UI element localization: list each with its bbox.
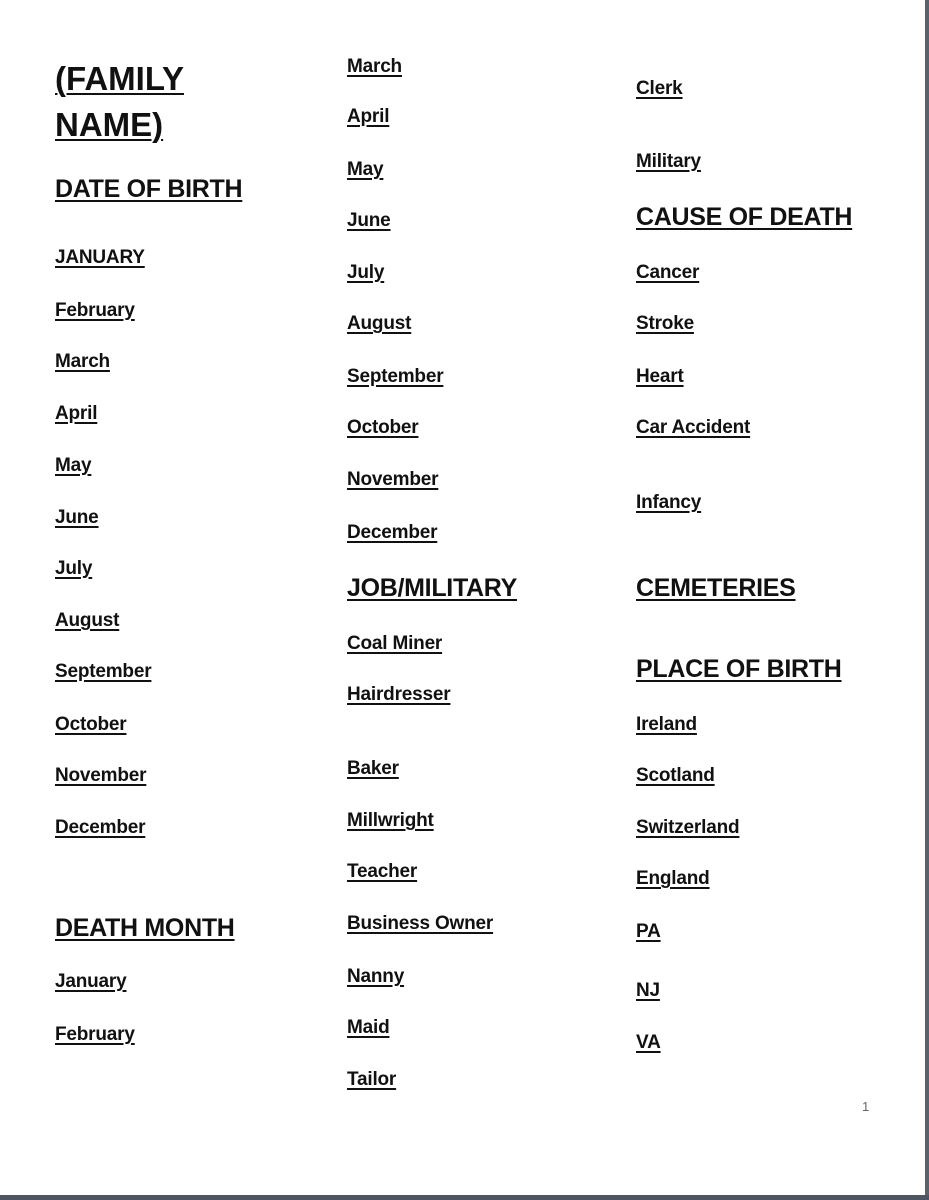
family-name-title-line1: (FAMILY — [55, 60, 184, 97]
job-link-millwright[interactable]: Millwright — [347, 810, 434, 831]
death-month-link-february[interactable]: February — [55, 1024, 135, 1045]
cause-link-infancy[interactable]: Infancy — [636, 492, 702, 513]
dob-link-september[interactable]: September — [55, 661, 152, 682]
dob-link-february[interactable]: February — [55, 300, 135, 321]
cause-link-car-accident[interactable]: Car Accident — [636, 417, 751, 438]
dob-link-march[interactable]: March — [55, 351, 110, 372]
dob-link-may[interactable]: May — [55, 455, 92, 476]
death-month-link-july[interactable]: July — [347, 262, 385, 283]
dob-link-november[interactable]: November — [55, 765, 147, 786]
pob-link-ireland[interactable]: Ireland — [636, 714, 697, 735]
job-link-teacher[interactable]: Teacher — [347, 861, 418, 882]
dob-link-december[interactable]: December — [55, 817, 146, 838]
cause-link-heart[interactable]: Heart — [636, 366, 684, 387]
dob-link-july[interactable]: July — [55, 558, 93, 579]
pob-link-scotland[interactable]: Scotland — [636, 765, 715, 786]
pob-link-switzerland[interactable]: Switzerland — [636, 817, 740, 838]
death-month-link-january[interactable]: January — [55, 971, 127, 992]
pob-link-england[interactable]: England — [636, 868, 710, 889]
cause-link-cancer[interactable]: Cancer — [636, 262, 700, 283]
job-military-heading: JOB/MILITARY — [347, 574, 518, 602]
job-link-tailor[interactable]: Tailor — [347, 1069, 397, 1090]
date-of-birth-heading: DATE OF BIRTH — [55, 175, 243, 203]
dob-link-january[interactable]: JANUARY — [55, 247, 145, 268]
pob-link-pa[interactable]: PA — [636, 921, 661, 942]
death-month-link-march[interactable]: March — [347, 56, 402, 77]
death-month-link-september[interactable]: September — [347, 366, 444, 387]
job-link-military[interactable]: Military — [636, 151, 701, 172]
pob-link-va[interactable]: VA — [636, 1032, 661, 1053]
dob-link-october[interactable]: October — [55, 714, 127, 735]
job-link-baker[interactable]: Baker — [347, 758, 399, 779]
cemeteries-heading[interactable]: CEMETERIES — [636, 574, 796, 602]
job-link-business-owner[interactable]: Business Owner — [347, 913, 494, 934]
page-right-edge — [925, 0, 929, 1200]
job-link-coal-miner[interactable]: Coal Miner — [347, 633, 443, 654]
page-number: 1 — [862, 1099, 870, 1114]
death-month-link-june[interactable]: June — [347, 210, 391, 231]
death-month-link-december[interactable]: December — [347, 522, 438, 543]
place-of-birth-heading: PLACE OF BIRTH — [636, 655, 842, 683]
death-month-link-april[interactable]: April — [347, 106, 390, 127]
death-month-link-october[interactable]: October — [347, 417, 419, 438]
pob-link-nj[interactable]: NJ — [636, 980, 660, 1001]
job-link-clerk[interactable]: Clerk — [636, 78, 683, 99]
job-link-nanny[interactable]: Nanny — [347, 966, 405, 987]
page-bottom-edge — [0, 1195, 929, 1200]
death-month-link-may[interactable]: May — [347, 159, 384, 180]
death-month-link-august[interactable]: August — [347, 313, 412, 334]
dob-link-august[interactable]: August — [55, 610, 120, 631]
dob-link-april[interactable]: April — [55, 403, 98, 424]
cause-of-death-heading: CAUSE OF DEATH — [636, 203, 853, 231]
cause-link-stroke[interactable]: Stroke — [636, 313, 694, 334]
dob-link-june[interactable]: June — [55, 507, 99, 528]
job-link-maid[interactable]: Maid — [347, 1017, 390, 1038]
death-month-heading: DEATH MONTH — [55, 914, 235, 942]
family-name-title-line2: NAME) — [55, 106, 164, 143]
death-month-link-november[interactable]: November — [347, 469, 439, 490]
job-link-hairdresser[interactable]: Hairdresser — [347, 684, 451, 705]
